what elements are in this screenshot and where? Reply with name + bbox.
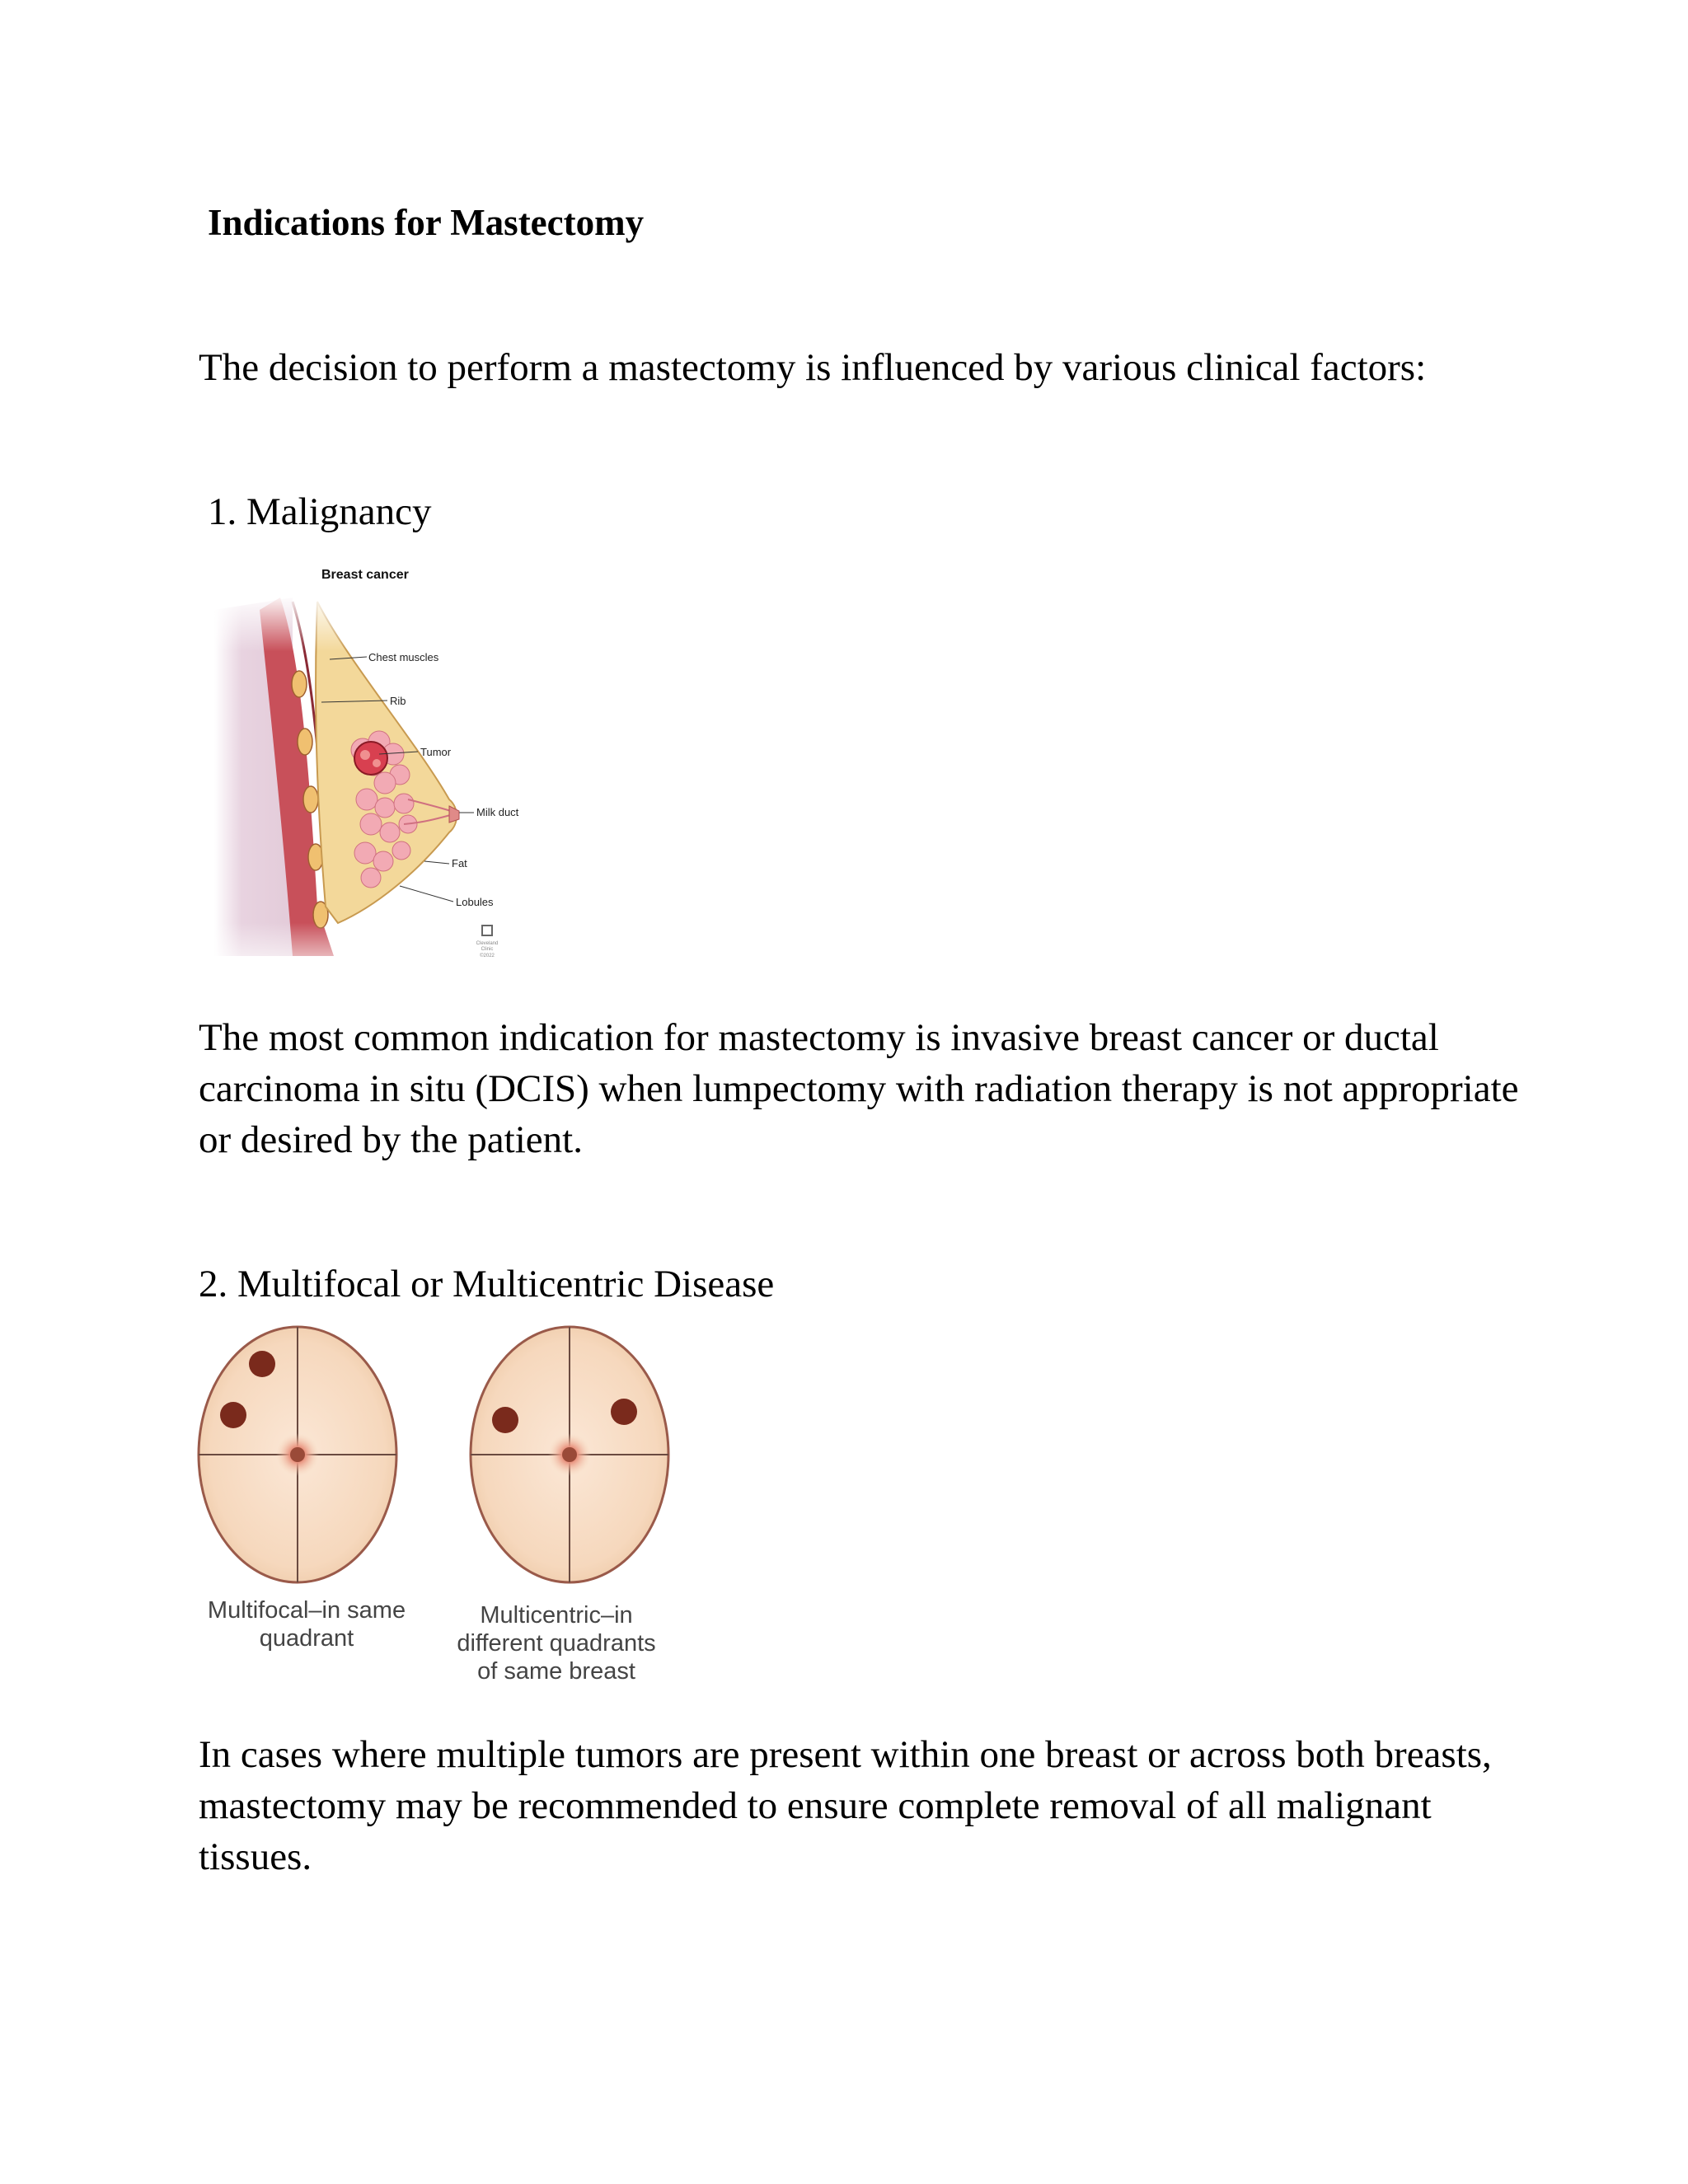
caption-multicentric-line3: of same breast [477, 1658, 635, 1685]
multifocal-multicentric-diagram [194, 1323, 688, 1710]
figure-title: Breast cancer [321, 568, 409, 582]
section-heading-malignancy: 1. Malignancy [208, 490, 432, 533]
caption-multicentric-line1: Multicentric–in [480, 1602, 633, 1629]
label-fat: Fat [452, 857, 467, 869]
label-chest-muscles: Chest muscles [368, 651, 439, 663]
svg-text:©2022: ©2022 [480, 954, 495, 958]
caption-multifocal-line1: Multifocal–in same [207, 1597, 406, 1624]
caption-multicentric-line2: different quadrants [457, 1630, 656, 1657]
label-tumor: Tumor [420, 746, 452, 758]
tumor-dot [220, 1402, 246, 1428]
caption-multifocal-line2: quadrant [259, 1625, 354, 1652]
malignancy-paragraph: The most common indication for mastectomy is invasive breast cancer or ductal carcinoma in situ (DCIS) when lumpectomy with radiation therapy is not appropriate or desired by the patient. [199, 1016, 1519, 1161]
breast-cancer-illustration [202, 560, 548, 981]
label-lobules: Lobules [456, 896, 494, 908]
tumor-dot [249, 1351, 275, 1377]
tumor-dot [492, 1407, 518, 1433]
tumor-dot [611, 1399, 637, 1425]
multifocal-paragraph: In cases where multiple tumors are present within one breast or across both breasts, mastectomy may be recommended to ensure complete removal of all malignant tissues. [199, 1733, 1492, 1878]
intro-paragraph: The decision to perform a mastectomy is influenced by various clinical factors: [199, 346, 1427, 389]
svg-text:Cleveland: Cleveland [476, 941, 499, 946]
multifocal-breast [199, 1327, 396, 1582]
label-milk-duct: Milk duct [476, 806, 519, 818]
multicentric-breast [471, 1327, 668, 1582]
page-title: Indications for Mastectomy [208, 202, 645, 243]
section-heading-multifocal: 2. Multifocal or Multicentric Disease [199, 1263, 775, 1305]
label-rib: Rib [390, 695, 406, 707]
svg-text:Clinic: Clinic [481, 947, 494, 952]
